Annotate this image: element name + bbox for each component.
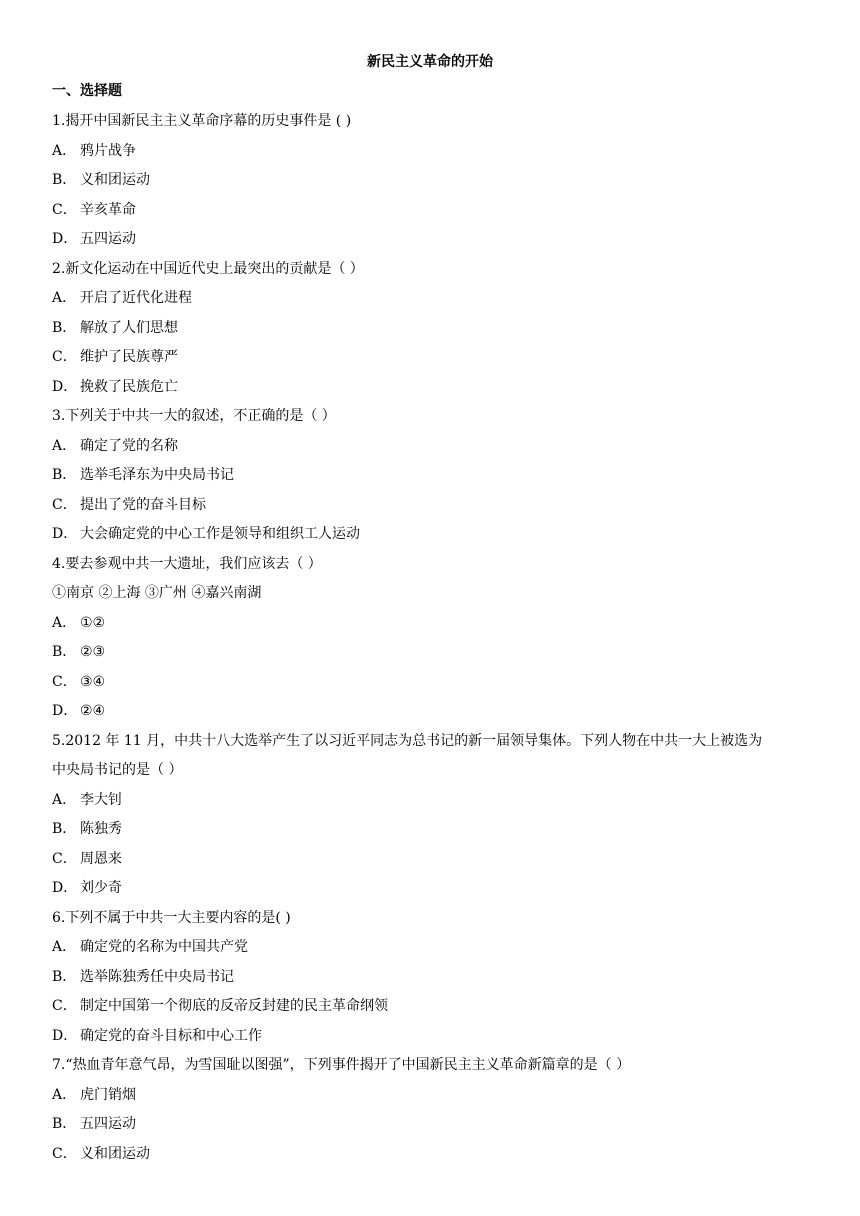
document-title: 新民主义革命的开始: [367, 54, 493, 70]
question-text: 3.下列关于中共一大的叙述，不正确的是（ ）: [52, 408, 336, 424]
option-text: 确定党的名称为中国共产党: [80, 939, 248, 955]
option-text: 鸦片战争: [80, 142, 136, 159]
option-letter: A．: [52, 614, 77, 631]
option-letter: B．: [52, 172, 77, 188]
option-letter: C．: [52, 349, 77, 365]
answer-option: [52, 937, 822, 967]
answer-option: [52, 436, 822, 466]
question-text: 中央局书记的是（ ）: [52, 762, 183, 778]
option-text: 虎门销烟: [80, 1086, 136, 1103]
option-letter: B．: [52, 968, 77, 985]
option-letter: B．: [52, 821, 77, 837]
option-letter: A．: [52, 290, 77, 306]
option-letter: D．: [52, 1027, 78, 1044]
answer-option: [52, 967, 822, 997]
option-text: 维护了民族尊严: [80, 349, 178, 365]
question-text: 6.下列不属于中共一大主要内容的是( ): [52, 909, 291, 926]
option-letter: D．: [52, 378, 78, 395]
option-text: ②④: [80, 703, 106, 719]
option-letter: B．: [52, 467, 77, 483]
answer-option: [52, 1114, 822, 1144]
option-text: 陈独秀: [80, 821, 122, 837]
option-text: 刘少奇: [80, 880, 122, 896]
answer-option: [52, 642, 822, 672]
option-letter: D．: [52, 703, 78, 719]
answer-option: [52, 701, 822, 731]
answer-option: [52, 672, 822, 702]
answer-option: [52, 1026, 822, 1056]
option-letter: A．: [52, 437, 77, 454]
option-letter: C．: [52, 1145, 77, 1162]
question-text: 7.“热血青年意气昂，为雪国耻以图强”，下列事件揭开了中国新民主主义革命新篇章的是（ ）: [52, 1057, 631, 1073]
option-text: 提出了党的奋斗目标: [80, 496, 206, 513]
option-text: ③④: [80, 673, 106, 690]
option-text: ①②: [80, 614, 106, 631]
option-letter: D．: [52, 880, 78, 896]
option-letter: C．: [52, 673, 77, 690]
question-text: 4.要去参观中共一大遗址，我们应该去（ ）: [52, 555, 322, 572]
option-text: 解放了人们思想: [80, 319, 178, 336]
option-letter: A．: [52, 939, 77, 955]
answer-option: [52, 1085, 822, 1115]
answer-option: [52, 377, 822, 407]
question-list: [52, 111, 822, 1173]
answer-option: [52, 878, 822, 908]
option-letter: B．: [52, 319, 77, 336]
option-text: 确定党的奋斗目标和中心工作: [80, 1027, 262, 1044]
option-text: 义和团运动: [80, 1145, 150, 1162]
option-text: 确定了党的名称: [80, 437, 178, 454]
answer-option: [52, 170, 822, 200]
option-letter: C．: [52, 998, 77, 1014]
answer-option: [52, 200, 822, 230]
option-text: 选举毛泽东为中央局书记: [80, 467, 234, 483]
answer-option: [52, 790, 822, 820]
answer-option: [52, 318, 822, 348]
option-text: 义和团运动: [80, 172, 150, 188]
answer-option: [52, 229, 822, 259]
answer-option: [52, 524, 822, 554]
option-letter: C．: [52, 850, 77, 867]
option-letter: A．: [52, 142, 77, 159]
option-text: 大会确定党的中心工作是领导和组织工人运动: [80, 526, 360, 542]
answer-option: [52, 347, 822, 377]
option-letter: B．: [52, 1116, 77, 1132]
question-text: ①南京 ②上海 ③广州 ④嘉兴南湖: [52, 585, 262, 601]
answer-option: [52, 288, 822, 318]
option-text: 五四运动: [80, 1116, 136, 1132]
answer-option: [52, 465, 822, 495]
option-text: 挽救了民族危亡: [80, 378, 178, 395]
option-text: 五四运动: [80, 231, 136, 247]
option-letter: C．: [52, 496, 77, 513]
answer-option: [52, 849, 822, 879]
option-text: ②③: [80, 644, 106, 660]
question-text: 1.揭开中国新民主主义革命序幕的历史事件是 ( ): [52, 113, 352, 129]
option-text: 周恩来: [80, 850, 122, 867]
option-letter: D．: [52, 526, 78, 542]
option-letter: A．: [52, 791, 77, 808]
question-text: 5.2012 年 11 月，中共十八大选举产生了以习近平同志为总书记的新一届领导集体。下列人物在中共一大上被选为: [52, 732, 763, 749]
option-text: 李大钊: [80, 791, 122, 808]
option-text: 辛亥革命: [80, 201, 136, 218]
question-text: 2.新文化运动在中国近代史上最突出的贡献是（ ）: [52, 260, 364, 277]
option-text: 选举陈独秀任中央局书记: [80, 968, 234, 985]
option-letter: D．: [52, 231, 78, 247]
section-heading: 一、选择题: [52, 83, 122, 99]
option-letter: C．: [52, 201, 77, 218]
answer-option: [52, 141, 822, 171]
option-text: 开启了近代化进程: [80, 290, 192, 306]
answer-option: [52, 1144, 822, 1174]
option-letter: B．: [52, 644, 77, 660]
option-letter: A．: [52, 1086, 77, 1103]
answer-option: [52, 996, 822, 1026]
answer-option: [52, 495, 822, 525]
option-text: 制定中国第一个彻底的反帝反封建的民主革命纲领: [80, 998, 388, 1014]
answer-option: [52, 819, 822, 849]
answer-option: [52, 613, 822, 643]
